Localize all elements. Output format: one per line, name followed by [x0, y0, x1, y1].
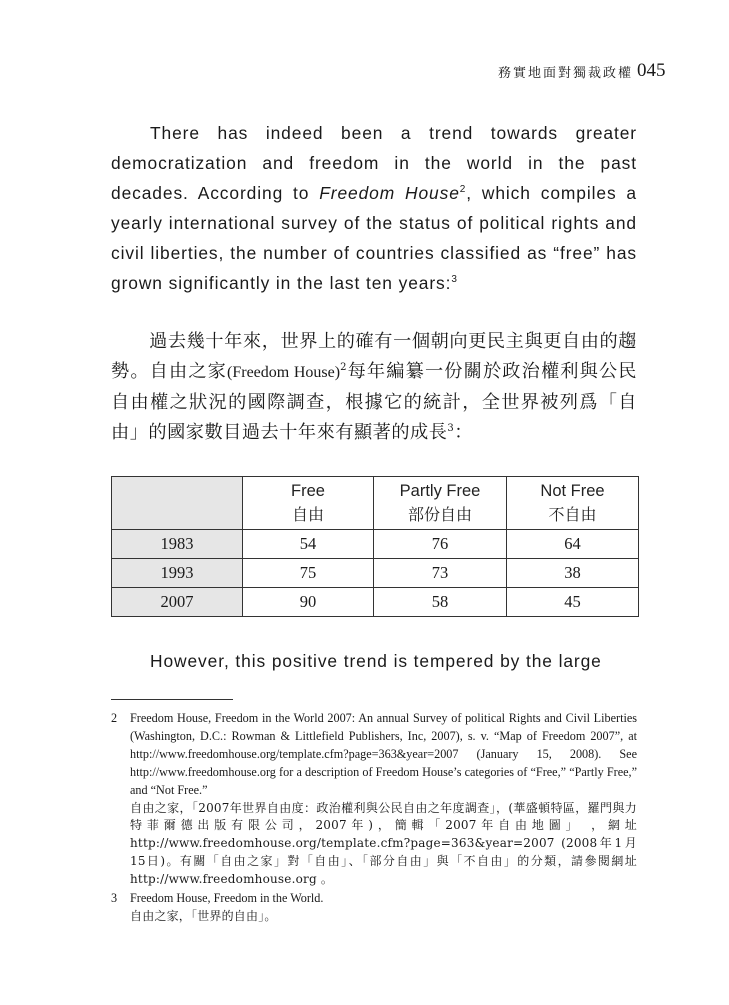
en-continued-text: However, this positive trend is tempered by the large	[150, 651, 602, 671]
en-text-1: There has indeed been a trend towards greater democratization and freedom in the world in the past decades. According to	[111, 123, 637, 203]
footnote-chinese: 自由之家，「2007年世界自由度：政治權利與公民自由之年度調查」，(華盛頓特區，羅門與力特菲爾德出版有限公司，2007年)，簡輯「2007年自由地圖」 ，網址 http://www.freedomhouse.org/template.cfm?page=363&year=2007 (2008年1月15日)。有關「自由之家」對「自由」、「部分自由」與「不自由」的分類，請參閱網址 http://www.freedomhouse.org 。	[130, 800, 637, 887]
footnote-number: 3	[111, 891, 118, 906]
zh-text-2: 每年編纂一份關於政治權利與公民自由權之狀況的國際調查，根據它的統計，全世界被列爲「自由」的國家數目過去十年來有顯著的成長	[111, 361, 637, 443]
footnote-3	[111, 890, 637, 926]
free-count: 90	[243, 588, 374, 617]
not-free-count: 38	[507, 559, 639, 588]
partly-free-count: 76	[374, 530, 507, 559]
footnote-english: Freedom House, Freedom in the World.	[130, 891, 324, 906]
page-number: 045	[637, 60, 666, 81]
table-row	[112, 530, 639, 559]
english-paragraph-continued	[111, 646, 637, 676]
chinese-paragraph	[111, 327, 637, 448]
header-not-free-en: Not Free	[540, 482, 605, 500]
footnotes	[111, 710, 637, 927]
free-count: 54	[243, 530, 374, 559]
header-partly-free-en: Partly Free	[399, 482, 481, 500]
english-paragraph	[111, 118, 637, 298]
en-text-2: , which compiles a yearly international survey of the status of political rights and civil liberties, the number of countries classified as “free” has grown significantly in the last ten years:	[111, 183, 637, 293]
header-not-free-zh: 不自由	[548, 505, 597, 524]
table-corner-cell	[112, 477, 243, 530]
header-free-en: Free	[291, 482, 325, 500]
row-year: 2007	[112, 588, 243, 617]
partly-free-count: 58	[374, 588, 507, 617]
zh-text-1: 過去幾十年來，世界上的確有一個朝向更民主與更自由的趨勢。自由之家	[111, 331, 637, 382]
header-not-free	[507, 477, 639, 530]
partly-free-count: 73	[374, 559, 507, 588]
footnote-chinese: 自由之家，「世界的自由」。	[130, 908, 277, 923]
zh-footnote-ref-3: 3	[447, 423, 455, 434]
footnote-ref-2: 2	[459, 184, 467, 195]
zh-text-end: ：	[454, 422, 473, 443]
not-free-count: 64	[507, 530, 639, 559]
free-count: 75	[243, 559, 374, 588]
header-partly-free-zh: 部份自由	[407, 505, 472, 524]
table-row	[112, 559, 639, 588]
footnote-english: Freedom House, Freedom in the World 2007: An annual Survey of political Rights and Civil Liberties (Washington, D.C.: Rowman & Littlefield Publishers, Inc, 2007), s. v. “Map of Freedom 2007”, at http://www.freedomhouse.org/template.cfm?page=363&year=2007 (January 15, 2008). See http://www.freedomhouse.org for a description of Freedom House’s categories of “Free,” “Partly Free,” and “Not Free.”	[130, 711, 637, 797]
footnote-ref-3: 3	[451, 274, 458, 285]
running-title: 務實地面對獨裁政權	[497, 66, 633, 81]
row-year: 1993	[112, 559, 243, 588]
freedom-status-table	[111, 476, 639, 617]
footnote-number: 2	[111, 711, 118, 725]
not-free-count: 45	[507, 588, 639, 617]
table-header-row	[112, 477, 639, 530]
header-partly-free	[374, 477, 507, 530]
row-year: 1983	[112, 530, 243, 559]
footnote-2	[111, 710, 637, 889]
table-row	[112, 588, 639, 617]
footnote-separator	[111, 699, 233, 700]
zh-footnote-ref-2: 2	[340, 362, 347, 373]
header-free-zh: 自由	[291, 505, 324, 524]
header-free	[243, 477, 374, 530]
zh-org-latin: (Freedom House)	[227, 364, 341, 381]
freedom-house-name: Freedom House	[319, 183, 460, 203]
